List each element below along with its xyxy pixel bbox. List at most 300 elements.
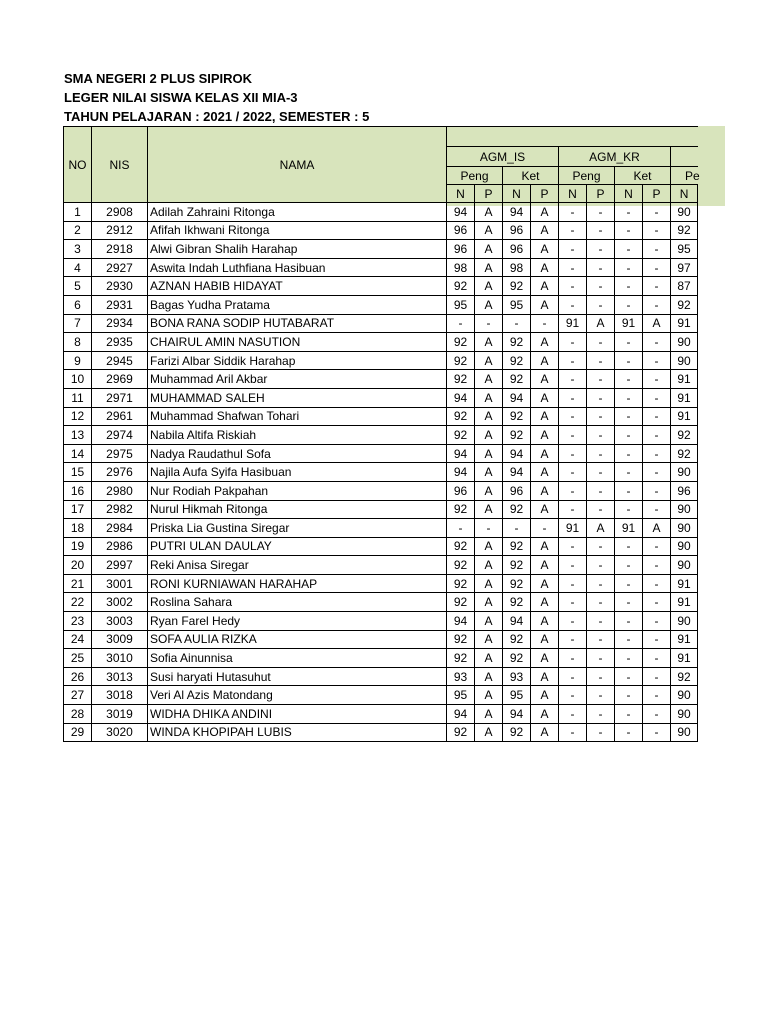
- cell-agm-kr: -: [559, 277, 587, 296]
- cell-agm-is: 94: [503, 388, 531, 407]
- cell-agm-is: A: [475, 686, 503, 705]
- cell-agm-is: A: [531, 333, 559, 352]
- table-row: [64, 537, 698, 556]
- table-row: [64, 574, 698, 593]
- cell-nama: RONI KURNIAWAN HARAHAP: [148, 574, 447, 593]
- cell-agm-is: 92: [447, 277, 475, 296]
- cell-no: 19: [64, 537, 92, 556]
- cell-agm-kr: -: [615, 630, 643, 649]
- cell-nis: 2974: [92, 426, 148, 445]
- table-row: [64, 426, 698, 445]
- cell-nama: Susi haryati Hutasuhut: [148, 667, 447, 686]
- cell-agm-is: 94: [447, 705, 475, 724]
- cell-agm-kr: -: [587, 351, 615, 370]
- table-row: [64, 630, 698, 649]
- cell-next-n: 96: [671, 481, 698, 500]
- cell-agm-kr: -: [643, 426, 671, 445]
- academic-year: TAHUN PELAJARAN : 2021 / 2022, SEMESTER : 5: [64, 109, 370, 124]
- cell-agm-is: 96: [503, 481, 531, 500]
- cell-nis: 3018: [92, 686, 148, 705]
- col-header-no: NO: [64, 127, 92, 203]
- cell-agm-is: A: [475, 612, 503, 631]
- leaf-n: N: [503, 185, 531, 203]
- cell-agm-is: A: [475, 481, 503, 500]
- cell-nama: Bagas Yudha Pratama: [148, 295, 447, 314]
- cell-agm-is: A: [475, 258, 503, 277]
- cell-agm-kr: -: [559, 686, 587, 705]
- cell-agm-kr: -: [559, 481, 587, 500]
- cell-nis: 3001: [92, 574, 148, 593]
- table-row: [64, 649, 698, 668]
- cell-agm-kr: -: [643, 221, 671, 240]
- cell-agm-is: 92: [447, 370, 475, 389]
- cell-agm-is: A: [475, 500, 503, 519]
- cell-agm-is: 92: [503, 277, 531, 296]
- cell-agm-is: 92: [503, 537, 531, 556]
- cell-agm-kr: -: [559, 258, 587, 277]
- cell-agm-kr: -: [643, 370, 671, 389]
- cell-agm-is: -: [503, 519, 531, 538]
- table-row: [64, 314, 698, 333]
- cell-agm-kr: -: [559, 221, 587, 240]
- table-row: [64, 333, 698, 352]
- cell-agm-kr: -: [559, 556, 587, 575]
- cell-nama: Afifah Ikhwani Ritonga: [148, 221, 447, 240]
- table-row: [64, 277, 698, 296]
- cell-agm-is: A: [531, 426, 559, 445]
- cell-agm-kr: -: [615, 203, 643, 222]
- table-row: [64, 667, 698, 686]
- cell-nama: SOFA AULIA RIZKA: [148, 630, 447, 649]
- cell-agm-kr: -: [615, 723, 643, 742]
- cell-agm-is: A: [531, 370, 559, 389]
- cell-next-n: 91: [671, 630, 698, 649]
- cell-next-n: 92: [671, 295, 698, 314]
- cell-agm-is: -: [447, 314, 475, 333]
- cell-agm-kr: -: [559, 630, 587, 649]
- cell-nis: 2980: [92, 481, 148, 500]
- cell-agm-kr: -: [643, 574, 671, 593]
- cell-nama: Adilah Zahraini Ritonga: [148, 203, 447, 222]
- cell-agm-is: A: [531, 203, 559, 222]
- cell-agm-is: -: [475, 519, 503, 538]
- cell-agm-kr: -: [587, 630, 615, 649]
- cell-next-n: 91: [671, 649, 698, 668]
- cell-nama: Muhammad Aril Akbar: [148, 370, 447, 389]
- leaf-n: N: [615, 185, 643, 203]
- cell-next-n: 92: [671, 426, 698, 445]
- document-header: [64, 69, 369, 126]
- cell-agm-kr: -: [587, 705, 615, 724]
- cell-nama: PUTRI ULAN DAULAY: [148, 537, 447, 556]
- cell-agm-is: 92: [447, 351, 475, 370]
- cell-agm-kr: -: [643, 705, 671, 724]
- subheader-peng-cut: Pe: [671, 167, 698, 185]
- cell-agm-kr: -: [615, 240, 643, 259]
- cell-no: 28: [64, 705, 92, 724]
- cell-no: 11: [64, 388, 92, 407]
- cell-agm-kr: -: [615, 388, 643, 407]
- cell-nama: WINDA KHOPIPAH LUBIS: [148, 723, 447, 742]
- cell-agm-kr: -: [643, 351, 671, 370]
- cell-agm-kr: -: [615, 351, 643, 370]
- cell-nis: 2934: [92, 314, 148, 333]
- cell-nis: 2918: [92, 240, 148, 259]
- cell-agm-is: A: [475, 407, 503, 426]
- cell-agm-is: 92: [447, 649, 475, 668]
- cell-agm-is: A: [475, 556, 503, 575]
- cell-agm-kr: -: [559, 537, 587, 556]
- cell-agm-kr: -: [559, 370, 587, 389]
- cell-agm-kr: -: [587, 723, 615, 742]
- cell-no: 10: [64, 370, 92, 389]
- cell-agm-is: A: [475, 221, 503, 240]
- cell-agm-is: A: [531, 649, 559, 668]
- cell-agm-kr: 91: [615, 314, 643, 333]
- cell-agm-is: 92: [447, 333, 475, 352]
- cell-agm-is: A: [475, 370, 503, 389]
- cell-agm-is: A: [475, 444, 503, 463]
- cell-nis: 2961: [92, 407, 148, 426]
- cell-no: 25: [64, 649, 92, 668]
- leaf-p: P: [643, 185, 671, 203]
- cell-nama: Muhammad Shafwan Tohari: [148, 407, 447, 426]
- leaf-n: N: [447, 185, 475, 203]
- cell-agm-kr: -: [643, 630, 671, 649]
- cell-agm-kr: -: [559, 649, 587, 668]
- cell-agm-is: 95: [447, 295, 475, 314]
- cell-agm-kr: -: [643, 203, 671, 222]
- cell-agm-kr: -: [587, 500, 615, 519]
- cell-agm-kr: -: [615, 407, 643, 426]
- table-row: [64, 686, 698, 705]
- cell-agm-is: A: [475, 240, 503, 259]
- cell-no: 16: [64, 481, 92, 500]
- cell-agm-kr: -: [559, 295, 587, 314]
- cell-next-n: 91: [671, 314, 698, 333]
- cell-nis: 2931: [92, 295, 148, 314]
- cell-agm-is: 92: [447, 426, 475, 445]
- cell-nama: Ryan Farel Hedy: [148, 612, 447, 631]
- cell-agm-is: A: [475, 723, 503, 742]
- cell-next-n: 90: [671, 723, 698, 742]
- cell-agm-kr: A: [587, 314, 615, 333]
- cell-agm-kr: -: [615, 370, 643, 389]
- cell-agm-kr: -: [587, 277, 615, 296]
- cell-no: 24: [64, 630, 92, 649]
- cell-nis: 2969: [92, 370, 148, 389]
- cell-agm-is: A: [475, 277, 503, 296]
- cell-agm-is: 92: [503, 407, 531, 426]
- cell-agm-is: A: [475, 463, 503, 482]
- cell-agm-is: A: [531, 686, 559, 705]
- cell-agm-is: A: [531, 388, 559, 407]
- cell-nis: 2986: [92, 537, 148, 556]
- cell-agm-is: 96: [447, 240, 475, 259]
- leaf-n: N: [559, 185, 587, 203]
- cell-agm-is: A: [475, 630, 503, 649]
- cell-agm-kr: -: [587, 407, 615, 426]
- cell-agm-is: A: [531, 705, 559, 724]
- cell-agm-is: A: [531, 574, 559, 593]
- table-row: [64, 221, 698, 240]
- cell-agm-is: 96: [503, 221, 531, 240]
- cell-agm-is: -: [503, 314, 531, 333]
- cell-agm-is: 92: [447, 556, 475, 575]
- cell-agm-kr: -: [643, 463, 671, 482]
- cell-agm-is: 92: [447, 407, 475, 426]
- cell-agm-is: 94: [503, 705, 531, 724]
- cell-agm-kr: -: [643, 649, 671, 668]
- cell-agm-is: 92: [447, 574, 475, 593]
- cell-next-n: 90: [671, 500, 698, 519]
- cell-agm-is: A: [531, 537, 559, 556]
- cell-nama: Reki Anisa Siregar: [148, 556, 447, 575]
- col-header-nis: NIS: [92, 127, 148, 203]
- cell-nis: 2997: [92, 556, 148, 575]
- cell-agm-is: A: [531, 630, 559, 649]
- cell-no: 23: [64, 612, 92, 631]
- cell-next-n: 90: [671, 351, 698, 370]
- document-title: LEGER NILAI SISWA KELAS XII MIA-3: [64, 90, 298, 105]
- cell-agm-is: 94: [447, 444, 475, 463]
- table-row: [64, 705, 698, 724]
- cell-agm-is: 93: [503, 667, 531, 686]
- cell-agm-is: -: [531, 519, 559, 538]
- cell-agm-kr: -: [587, 612, 615, 631]
- cell-agm-is: A: [531, 295, 559, 314]
- cell-agm-kr: -: [615, 444, 643, 463]
- cell-agm-is: A: [531, 463, 559, 482]
- cell-agm-kr: -: [587, 463, 615, 482]
- cell-agm-kr: 91: [559, 314, 587, 333]
- table-row: [64, 295, 698, 314]
- cell-no: 9: [64, 351, 92, 370]
- cell-agm-kr: -: [643, 258, 671, 277]
- cell-no: 26: [64, 667, 92, 686]
- cell-agm-kr: -: [587, 444, 615, 463]
- cell-agm-kr: -: [615, 258, 643, 277]
- cell-agm-is: A: [531, 444, 559, 463]
- cell-agm-is: A: [531, 258, 559, 277]
- cell-agm-is: 95: [447, 686, 475, 705]
- cell-agm-is: A: [531, 221, 559, 240]
- grade-table: [63, 126, 698, 742]
- cell-agm-is: -: [531, 314, 559, 333]
- cell-next-n: 90: [671, 333, 698, 352]
- cell-agm-is: 96: [447, 221, 475, 240]
- cell-agm-is: 92: [503, 500, 531, 519]
- cell-agm-kr: -: [559, 426, 587, 445]
- cell-no: 20: [64, 556, 92, 575]
- cell-agm-kr: -: [559, 444, 587, 463]
- cell-nis: 3019: [92, 705, 148, 724]
- cell-agm-kr: -: [587, 240, 615, 259]
- cell-nama: Veri Al Azis Matondang: [148, 686, 447, 705]
- table-row: [64, 388, 698, 407]
- leaf-p: P: [587, 185, 615, 203]
- table-body: [64, 203, 698, 742]
- cell-agm-kr: -: [587, 221, 615, 240]
- cell-next-n: 87: [671, 277, 698, 296]
- cell-agm-is: 92: [447, 593, 475, 612]
- table-row: [64, 258, 698, 277]
- cell-agm-kr: -: [643, 481, 671, 500]
- cell-nis: 2930: [92, 277, 148, 296]
- cell-agm-kr: -: [559, 407, 587, 426]
- subject-header-agm-is: AGM_IS: [447, 147, 559, 167]
- leaf-p: P: [475, 185, 503, 203]
- table-row: [64, 723, 698, 742]
- cell-agm-kr: -: [615, 556, 643, 575]
- table-row: [64, 370, 698, 389]
- cell-agm-is: 92: [503, 370, 531, 389]
- cell-agm-kr: A: [643, 314, 671, 333]
- cell-agm-is: A: [531, 556, 559, 575]
- cell-nis: 2971: [92, 388, 148, 407]
- cell-agm-kr: -: [615, 667, 643, 686]
- cell-next-n: 90: [671, 537, 698, 556]
- cell-agm-kr: -: [615, 426, 643, 445]
- cell-agm-is: 92: [503, 723, 531, 742]
- cell-agm-kr: -: [615, 481, 643, 500]
- cell-no: 3: [64, 240, 92, 259]
- cell-agm-is: 94: [503, 463, 531, 482]
- cell-nama: MUHAMMAD SALEH: [148, 388, 447, 407]
- cell-nis: 3003: [92, 612, 148, 631]
- cell-agm-is: 94: [447, 612, 475, 631]
- cell-no: 15: [64, 463, 92, 482]
- cell-nis: 2975: [92, 444, 148, 463]
- cell-agm-is: A: [475, 593, 503, 612]
- cell-no: 5: [64, 277, 92, 296]
- cell-no: 22: [64, 593, 92, 612]
- cell-agm-kr: -: [559, 574, 587, 593]
- cell-agm-is: 98: [447, 258, 475, 277]
- cell-agm-is: 95: [503, 295, 531, 314]
- cell-nama: Aswita Indah Luthfiana Hasibuan: [148, 258, 447, 277]
- cell-no: 18: [64, 519, 92, 538]
- cell-nis: 2945: [92, 351, 148, 370]
- cell-next-n: 90: [671, 705, 698, 724]
- cell-agm-is: 92: [447, 723, 475, 742]
- cell-nis: 2976: [92, 463, 148, 482]
- cell-agm-kr: -: [643, 295, 671, 314]
- cell-agm-is: A: [531, 351, 559, 370]
- cell-nama: AZNAN HABIB HIDAYAT: [148, 277, 447, 296]
- cell-next-n: 92: [671, 444, 698, 463]
- cell-agm-kr: -: [643, 388, 671, 407]
- cell-next-n: 91: [671, 388, 698, 407]
- cell-agm-is: 94: [503, 203, 531, 222]
- cell-nama: Roslina Sahara: [148, 593, 447, 612]
- cell-nama: Alwi Gibran Shalih Harahap: [148, 240, 447, 259]
- cell-agm-kr: -: [615, 463, 643, 482]
- cell-agm-kr: -: [643, 612, 671, 631]
- cell-agm-kr: -: [587, 370, 615, 389]
- table-row: [64, 240, 698, 259]
- cell-nama: Farizi Albar Siddik Harahap: [148, 351, 447, 370]
- cell-agm-kr: -: [559, 705, 587, 724]
- cell-agm-is: A: [531, 407, 559, 426]
- cell-agm-kr: -: [587, 481, 615, 500]
- cell-agm-kr: -: [615, 574, 643, 593]
- cell-nis: 2935: [92, 333, 148, 352]
- cell-agm-is: A: [475, 426, 503, 445]
- cell-agm-kr: A: [643, 519, 671, 538]
- cell-no: 8: [64, 333, 92, 352]
- subheader-peng: Peng: [559, 167, 615, 185]
- cell-agm-kr: -: [615, 686, 643, 705]
- cell-agm-is: A: [531, 723, 559, 742]
- cell-agm-kr: -: [587, 295, 615, 314]
- cell-nama: WIDHA DHIKA ANDINI: [148, 705, 447, 724]
- cell-agm-kr: -: [559, 240, 587, 259]
- cell-agm-is: A: [531, 481, 559, 500]
- cell-agm-is: A: [475, 388, 503, 407]
- cell-agm-kr: -: [643, 723, 671, 742]
- table-row: [64, 612, 698, 631]
- cell-agm-kr: -: [615, 500, 643, 519]
- table-row: [64, 481, 698, 500]
- cell-agm-kr: -: [559, 667, 587, 686]
- cell-agm-kr: -: [615, 537, 643, 556]
- cell-nis: 3009: [92, 630, 148, 649]
- col-header-nama: NAMA: [148, 127, 447, 203]
- cell-nis: 3002: [92, 593, 148, 612]
- cell-agm-is: 92: [503, 593, 531, 612]
- table-row: [64, 444, 698, 463]
- cell-agm-is: A: [475, 295, 503, 314]
- cell-agm-kr: -: [643, 240, 671, 259]
- cell-agm-kr: -: [643, 277, 671, 296]
- leaf-p: P: [531, 185, 559, 203]
- cell-agm-kr: -: [643, 556, 671, 575]
- cell-nama: Nadya Raudathul Sofa: [148, 444, 447, 463]
- cell-nis: 2912: [92, 221, 148, 240]
- cell-agm-is: 92: [503, 556, 531, 575]
- cell-no: 4: [64, 258, 92, 277]
- subject-header-next: [671, 147, 698, 167]
- cell-agm-is: 94: [447, 203, 475, 222]
- cell-agm-kr: -: [587, 258, 615, 277]
- cell-agm-kr: -: [615, 295, 643, 314]
- cell-agm-kr: -: [643, 407, 671, 426]
- cell-nama: CHAIRUL AMIN NASUTION: [148, 333, 447, 352]
- table-row: [64, 500, 698, 519]
- cell-agm-is: 92: [447, 500, 475, 519]
- table-row: [64, 519, 698, 538]
- cell-agm-kr: -: [615, 277, 643, 296]
- cell-agm-is: A: [531, 500, 559, 519]
- cell-no: 17: [64, 500, 92, 519]
- cell-nis: 3020: [92, 723, 148, 742]
- cell-next-n: 91: [671, 407, 698, 426]
- cell-agm-is: A: [475, 705, 503, 724]
- cell-agm-is: A: [475, 667, 503, 686]
- cell-nama: Nabila Altifa Riskiah: [148, 426, 447, 445]
- cell-no: 2: [64, 221, 92, 240]
- table-row: [64, 351, 698, 370]
- cell-agm-kr: -: [587, 667, 615, 686]
- cell-agm-kr: -: [615, 593, 643, 612]
- cell-no: 13: [64, 426, 92, 445]
- cell-agm-is: 92: [503, 630, 531, 649]
- cell-agm-kr: -: [643, 667, 671, 686]
- cell-agm-is: A: [475, 649, 503, 668]
- school-name: SMA NEGERI 2 PLUS SIPIROK: [64, 71, 253, 86]
- cell-next-n: 92: [671, 667, 698, 686]
